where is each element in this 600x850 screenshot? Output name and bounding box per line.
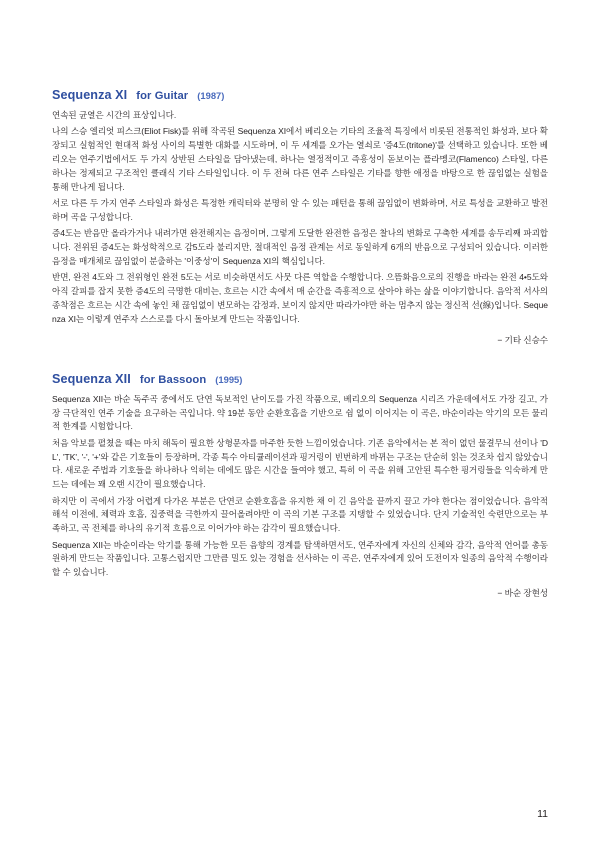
paragraph: 반면, 완전 4도와 그 전위형인 완전 5도는 서로 비슷하면서도 사뭇 다른 역할을 수행합니다. 으뜸화음으로의 진행을 바라는 완전 4•5도와 아직 갈피를 잡지 못한 증4도의 극명한 대비는, 흐르는 시간 속에서 매 순간을 즉흥적으로 살아야 하는 삶을 이야기합니다. 음악적 서사의 종착점은 흐르는 시간 속에 놓인 채 끊임없이 변모하는 감정과, 보이지 않지만 따라가야만 하는 멈추지 않는 정신적 선(線)입니다. Sequenza XI는 이렇게 연주자 스스로를 다시 돌아보게 만드는 작품입니다. xyxy=(52,272,548,324)
paragraph: 하지만 이 곡에서 가장 어렵게 다가온 부분은 단연코 순환호흡을 유지한 채 이 긴 음악을 끝까지 끌고 가야 한다는 점이었습니다. 음악적 해석 이전에, 체력과 호흡, 집중력을 극한까지 끌어올려야만 이 곡의 기본 구조를 지탱할 수 있었습니다. 단지 기술적인 숙련만으로는 부족하고, 곡 전체를 하나의 유기적 흐름으로 이어가야 하는 감각이 필요했습니다. xyxy=(52,495,548,534)
section-signature: − 기타 신승수 xyxy=(497,334,548,345)
section-signature: − 바순 장현성 xyxy=(497,588,548,599)
paragraph: 증4도는 반음만 올라가거나 내려가면 완전해지는 음정이며, 그렇게 도달한 완전한 음정은 찰나의 변화로 구축한 세계를 송두리째 파괴합니다. 전위된 증4도는 화성학적으로 감5도라 불리지만, 절대적인 음정 관계는 서로 동일하게 6개의 반음으로 구성되어 있습니다. 이러한 음정을 매개체로 끊임없이 분출하는 '이중성'이 Sequenza XI의 핵심입니다. xyxy=(52,228,548,266)
section-subtitle: for Bassoon xyxy=(139,373,207,386)
section-year: (1995) xyxy=(215,373,243,385)
section-sequenza-xi xyxy=(52,88,548,346)
section-sequenza-xii xyxy=(52,372,548,599)
section-heading xyxy=(52,88,548,102)
paragraph: 나의 스승 엘리엇 피스크(Eliot Fisk)를 위해 작곡된 Sequenza XI에서 베리오는 기타의 조율적 특징에서 비롯된 전통적인 화성과, 보다 확장되고 실험적인 현대적 화성 사이의 특별한 대화를 시도하며, 이 두 세계를 오가는 열쇠로 '증4도(tritone)'를 선택하고 있습니다. 또한 베리오는 연주기법에서도 두 가지 상반된 스타일을 담아냈는데, 하나는 열정적이고 즉흥성이 돋보이는 플라멩코(Flamenco) 스타일, 다른 하나는 정제되고 구조적인 클래식 기타 스타일입니다. 이 두 전혀 다른 연주 스타일은 기타를 향한 애정을 바탕으로 한 끊임없는 실험을 통해 만나게 됩니다. xyxy=(52,126,548,192)
section-title: Sequenza XII xyxy=(52,371,131,386)
section-heading xyxy=(52,372,548,386)
section-year: (1987) xyxy=(197,90,225,101)
page-number: 11 xyxy=(537,808,548,820)
paragraph: Sequenza XII는 바순 독주곡 중에서도 단연 독보적인 난이도를 가진 작품으로, 베리오의 Sequenza 시리즈 가운데에서도 가장 길고, 가장 극단적인 연주 기술을 요구하는 곡입니다. 약 19분 동안 순환호흡을 기반으로 쉼 없이 이어지는 이 곡은, 바순이라는 악기의 모든 물리적 한계를 시험합니다. xyxy=(52,393,548,432)
section-title: Sequenza XI xyxy=(52,88,128,102)
paragraph: 처음 악보를 펼쳤을 때는 마치 해독이 필요한 상형문자를 마주한 듯한 느낌이었습니다. 기존 음악에서는 본 적이 없던 물결무늬 선이나 'DL', 'TK', '-', '+'와 같은 기호들이 등장하며, 각종 특수 아티큘레이션과 핑거링이 빈번하게 바뀌는 구조는 단순히 읽는 것조차 쉽지 않았습니다. 새로운 주법과 기호들을 하나하나 익히는 데에도 많은 시간을 들여야 했고, 특히 이 곡을 위해 고안된 특수한 핑거링들을 익숙하게 만드는 데에는 꽤 오랜 시간이 필요했습니다. xyxy=(52,437,548,490)
paragraph: 연속된 균열은 시간의 표상입니다. xyxy=(52,110,177,120)
paragraph: 서로 다른 두 가지 연주 스타일과 화성은 특정한 캐릭터와 분명히 알 수 있는 패턴을 통해 끊임없이 변화하며, 서로 특성을 교환하고 발전하며 곡을 구성합니다. xyxy=(52,198,548,222)
section-subtitle: for Guitar xyxy=(136,90,189,102)
paragraph: Sequenza XII는 바순이라는 악기를 통해 가능한 모든 음향의 경계를 탐색하면서도, 연주자에게 자신의 신체와 감각, 음악적 언어를 총동원하게 만드는 작품입니다. 고통스럽지만 그만큼 밀도 있는 경험을 선사하는 이 곡은, 연주자에게 있어 도전이자 일종의 음악적 수행이라 할 수 있습니다. xyxy=(52,539,548,578)
